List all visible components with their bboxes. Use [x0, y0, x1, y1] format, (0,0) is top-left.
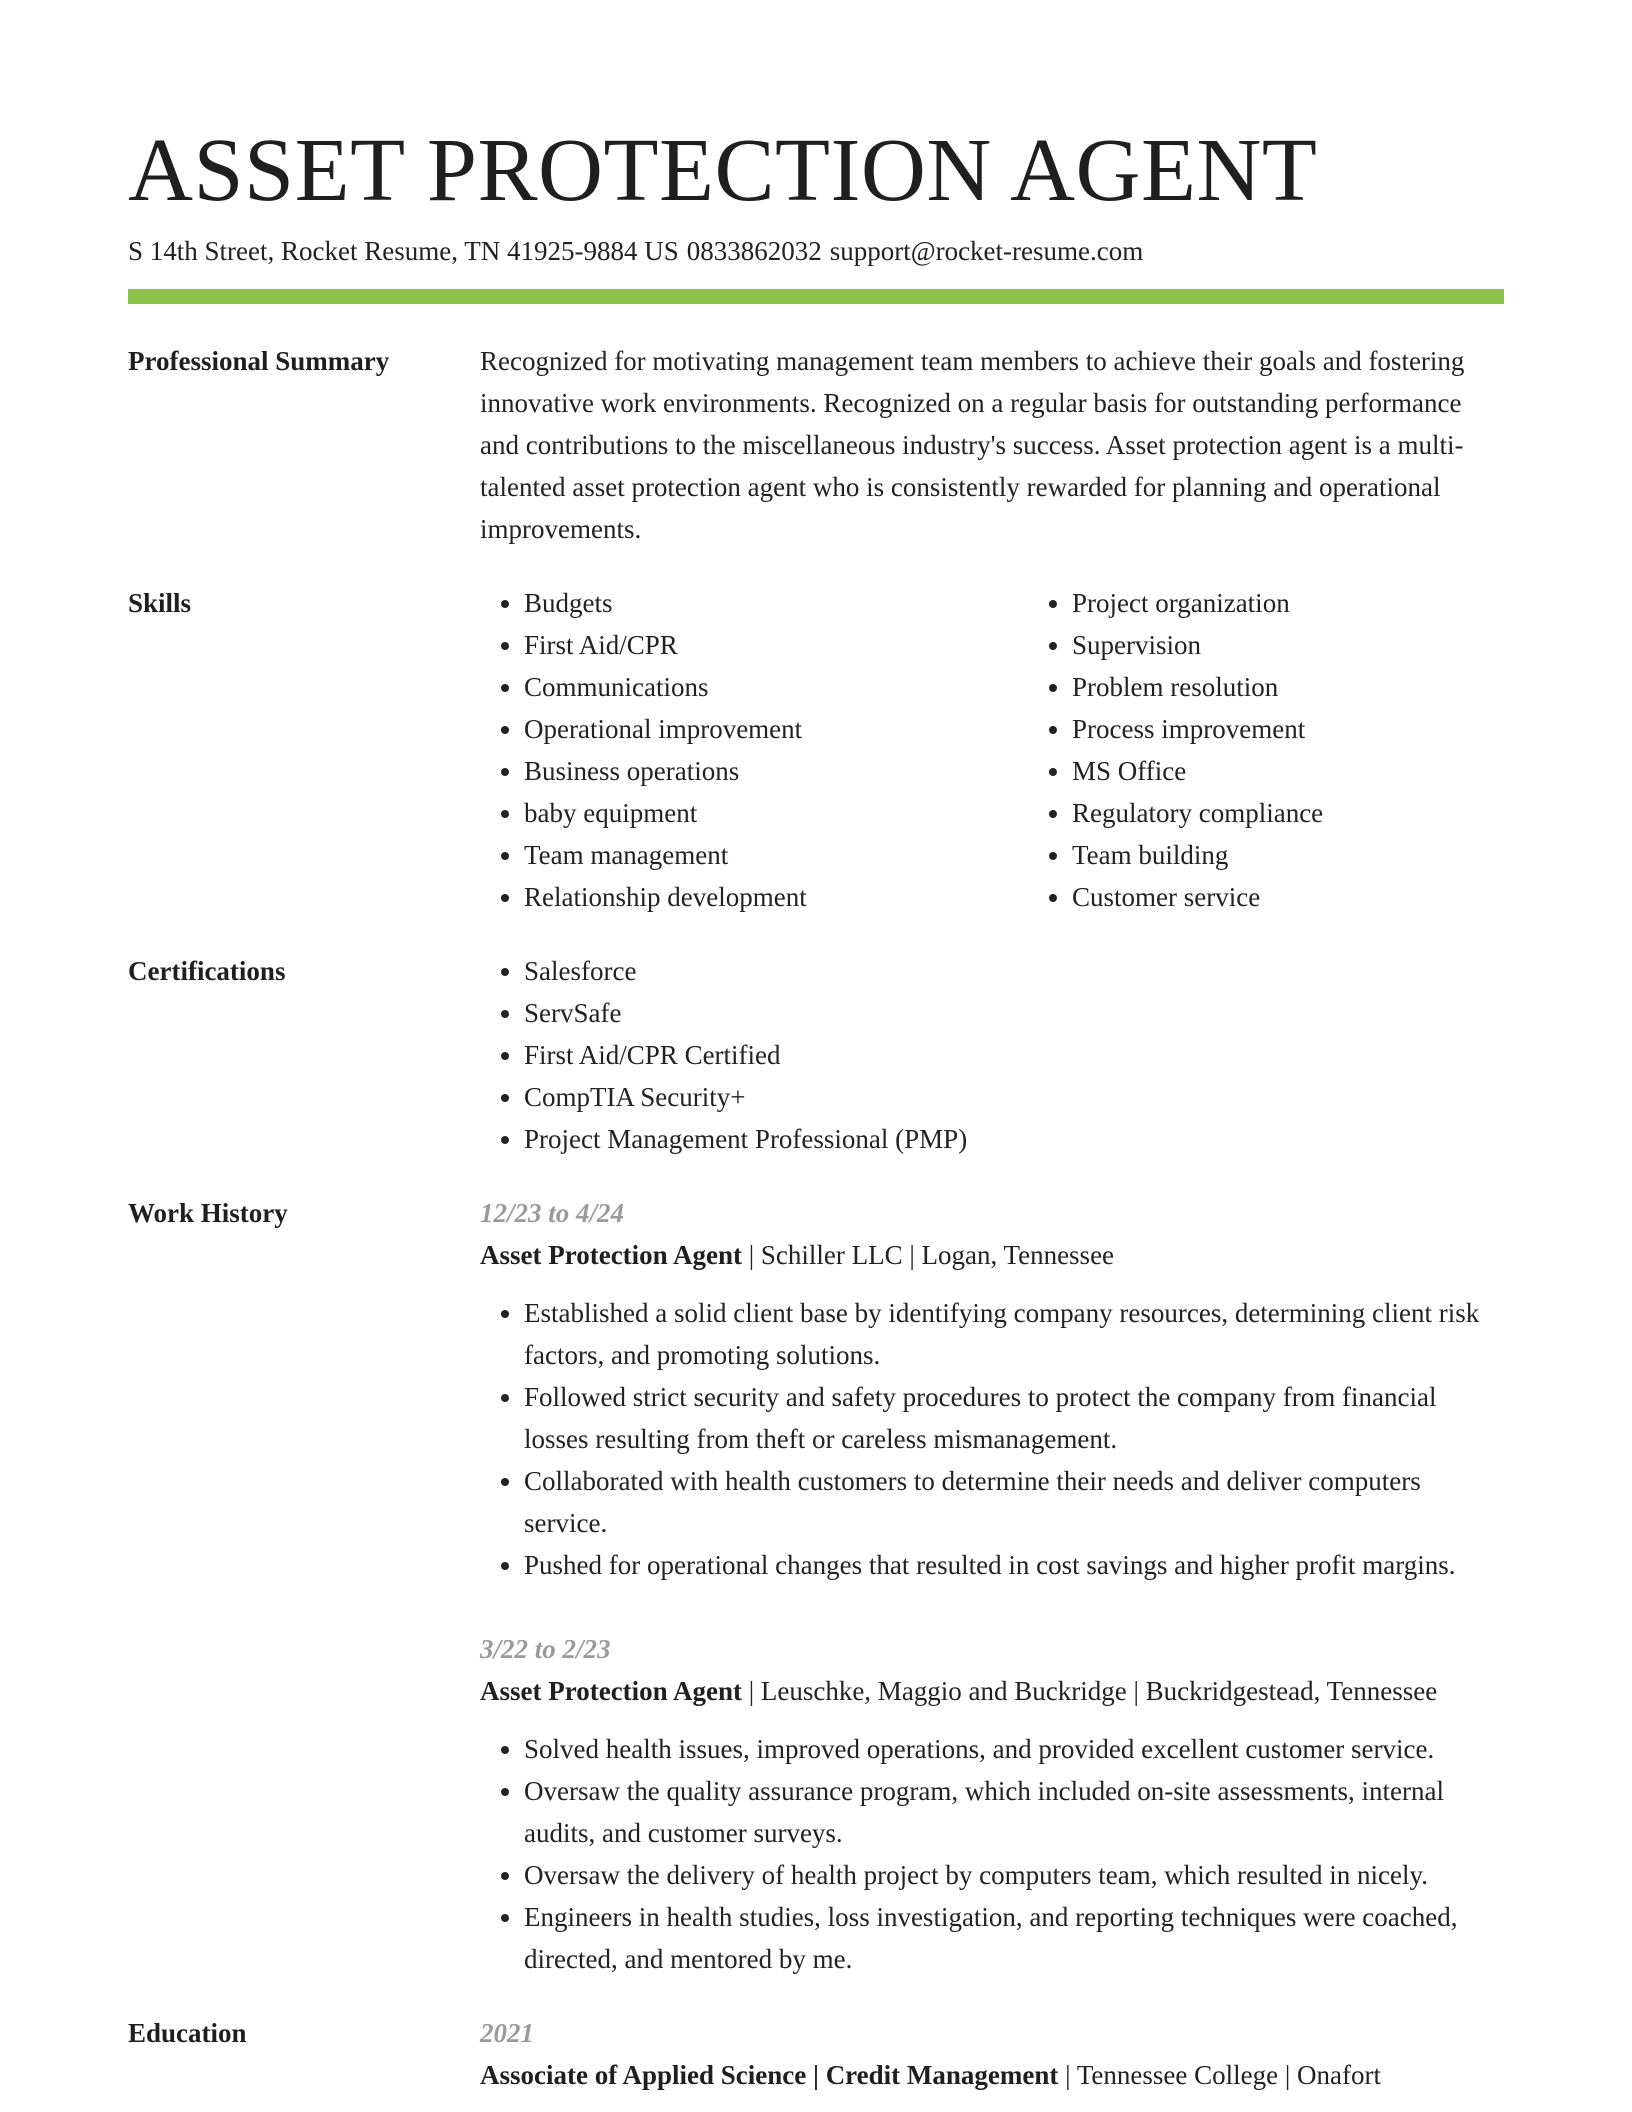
job-dates: 3/22 to 2/23 [480, 1634, 611, 1664]
job-details: | Schiller LLC | Logan, Tennessee [741, 1240, 1115, 1270]
section-label: Work History [128, 1198, 288, 1228]
list-item: • baby equipment [524, 792, 1028, 834]
list-item: • Operational improvement [524, 708, 1028, 750]
list-item: • Customer service [1072, 876, 1504, 918]
list-item: • Regulatory compliance [1072, 792, 1504, 834]
list-item: • MS Office [1072, 750, 1504, 792]
job-entry [480, 1628, 1504, 1980]
section-label: Professional Summary [128, 346, 390, 376]
section-certifications [128, 950, 1504, 1160]
section-label: Education [128, 2018, 247, 2048]
list-item: • Supervision [1072, 624, 1504, 666]
resume-title: ASSET PROTECTION AGENT [128, 121, 1318, 220]
list-item: • CompTIA Security+ [524, 1076, 1504, 1118]
resume-page [128, 0, 1504, 2096]
email[interactable]: support@rocket-resume.com [829, 236, 1144, 266]
phone: 0833862032 [686, 236, 822, 266]
list-item: • Followed strict security and safety procedures to protect the company from financial losses resulting from theft or careless mismanagement. [524, 1376, 1504, 1460]
list-item: • Business operations [524, 750, 1028, 792]
job-dates: 12/23 to 4/24 [480, 1198, 625, 1228]
job-entry [480, 1192, 1504, 1586]
job-details: | Leuschke, Maggio and Buckridge | Buckridgestead, Tennessee [741, 1676, 1438, 1706]
list-item: • Solved health issues, improved operations, and provided excellent customer service. [524, 1728, 1504, 1770]
list-item: • Engineers in health studies, loss investigation, and reporting techniques were coached, directed, and mentored by me. [524, 1896, 1504, 1980]
list-item: • First Aid/CPR Certified [524, 1034, 1504, 1076]
list-item: • Oversaw the quality assurance program, which included on-site assessments, internal audits, and customer surveys. [524, 1770, 1504, 1854]
education-line: Associate of Applied Science | Credit Management | Tennessee College | Onafort [480, 2060, 1381, 2090]
certifications-list [480, 950, 1504, 1160]
accent-divider [128, 289, 1504, 304]
education-degree: Associate of Applied Science [480, 2060, 807, 2090]
contact-line [128, 233, 1504, 269]
address: S 14th Street, Rocket Resume, TN 41925-9884 US [128, 236, 679, 266]
summary-text: Recognized for motivating management team members to achieve their goals and fostering innovative work environments. Recognized on a regular basis for outstanding performance and contributions to the miscellaneous industry's success. Asset protection agent is a multi-talented asset protection agent who is consistently rewarded for planning and operational improvements. [480, 346, 1465, 544]
list-item: • Project Management Professional (PMP) [524, 1118, 1504, 1160]
section-professional-summary [128, 340, 1504, 550]
section-skills [128, 582, 1504, 918]
education-year: 2021 [480, 2018, 534, 2048]
list-item: • Relationship development [524, 876, 1028, 918]
education-details: | Tennessee College | Onafort [1058, 2060, 1381, 2090]
list-item: • Budgets [524, 582, 1028, 624]
list-item: • Communications [524, 666, 1028, 708]
skills-list-right [1028, 582, 1504, 918]
list-item: • Problem resolution [1072, 666, 1504, 708]
list-item: • Project organization [1072, 582, 1504, 624]
job-title: Asset Protection Agent [480, 1240, 742, 1270]
list-item: • Salesforce [524, 950, 1504, 992]
skills-list-left [480, 582, 1028, 918]
job-heading [480, 1234, 1504, 1276]
list-item: • Collaborated with health customers to determine their needs and deliver computers service. [524, 1460, 1504, 1544]
section-label: Skills [128, 588, 192, 618]
job-bullets [480, 1728, 1504, 1980]
list-item: • Process improvement [1072, 708, 1504, 750]
list-item: • ServSafe [524, 992, 1504, 1034]
list-item: • Established a solid client base by identifying company resources, determining client risk factors, and promoting solutions. [524, 1292, 1504, 1376]
job-bullets [480, 1292, 1504, 1586]
job-title: Asset Protection Agent [480, 1676, 742, 1706]
section-label: Certifications [128, 956, 286, 986]
jobs-list [480, 1192, 1504, 1980]
education-field: Credit Management [825, 2060, 1059, 2090]
list-item: • Oversaw the delivery of health project by computers team, which resulted in nicely. [524, 1854, 1504, 1896]
section-education [128, 2012, 1504, 2096]
list-item: • First Aid/CPR [524, 624, 1028, 666]
list-item: • Team management [524, 834, 1028, 876]
list-item: • Team building [1072, 834, 1504, 876]
job-heading [480, 1670, 1504, 1712]
section-work-history [128, 1192, 1504, 1980]
list-item: • Pushed for operational changes that resulted in cost savings and higher profit margins. [524, 1544, 1504, 1586]
